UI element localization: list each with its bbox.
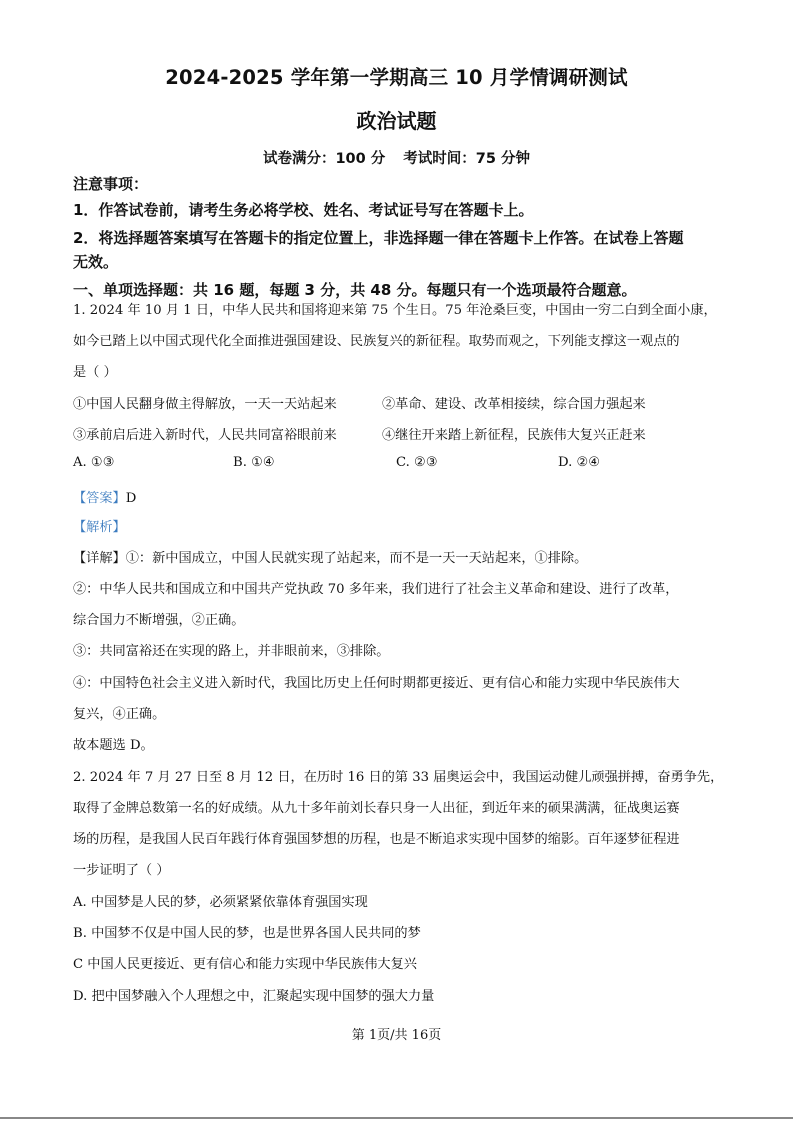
notice-heading: 注意事项： [73,175,149,193]
notice-item-1: 1．作答试卷前，请考生务必将学校、姓名、考试证号写在答题卡上。 [73,201,534,219]
subject-title: 政治试题 [356,109,437,133]
analysis-tag: 【解析】 [73,520,126,535]
q1-option-d: D. ②④ [558,455,601,470]
q2-option-a: A. 中国梦是人民的梦，必须紧紧依靠体育强国实现 [73,895,368,910]
q2-stem-line2: 取得了金牌总数第一名的好成绩。从九十多年前刘长春只身一人出征，到近年来的硕果满满，征战奥运赛 [73,801,680,816]
q1-statement-2: ②革命、建设、改革相接续，综合国力强起来 [382,397,646,412]
q2-option-b: B. 中国梦不仅是中国人民的梦，也是世界各国人民共同的梦 [73,926,421,941]
q1-option-c: C. ②③ [396,455,438,470]
q1-option-b: B. ①④ [233,455,275,470]
page-number: 第 1页/共 16页 [351,1028,442,1043]
q1-detail-4-line2: 复兴，④正确。 [73,707,166,722]
q2-stem-line1: 2. 2024 年 7 月 27 日至 8 月 12 日，在历时 16 日的第 33 届奥运会中，我国运动健儿顽强拼搏，奋勇争先， [73,770,724,785]
answer-value: D [125,491,137,506]
full-score: 试卷满分：100 分 [262,151,386,167]
q1-statement-4: ④继往开来踏上新征程，民族伟大复兴正赶来 [382,428,646,443]
q1-detail-1 [73,547,587,566]
q1-stem-line1: 1. 2024 年 10 月 1 日，中华人民共和国将迎来第 75 个生日。75 年沧桑巨变，中国由一穷二白到全面小康， [73,303,717,318]
q2-stem-line3: 场的历程，是我国人民百年践行体育强国梦想的历程，也是不断追求实现中国梦的缩影。百年逐梦征程进 [73,832,680,847]
section-heading: 一、单项选择题：共 16 题，每题 3 分，共 48 分。每题只有一个选项最符合题意。 [73,281,637,299]
q1-detail-3: ③：共同富裕还在实现的路上，并非眼前来，③排除。 [73,644,390,659]
q1-analysis [73,516,126,535]
q1-detail-2-line2: 综合国力不断增强，②正确。 [73,613,245,628]
notice-item-2-line1: 2．将选择题答案填写在答题卡的指定位置上，非选择题一律在答题卡上作答。在试卷上答题 [73,229,684,247]
q1-statement-3: ③承前启后进入新时代，人民共同富裕眼前来 [73,428,337,443]
notice-item-2-line2: 无效。 [73,253,119,271]
exam-time: 考试时间：75 分钟 [403,151,531,167]
q1-statement-1: ①中国人民翻身做主得解放，一天一天站起来 [73,397,337,412]
detail-tag: 【详解】 [73,551,126,566]
detail-1-text: ①：新中国成立，中国人民就实现了站起来，而不是一天一天站起来，①排除。 [125,551,588,566]
q1-stem-line3: 是（ ） [73,365,117,380]
q2-option-c: C 中国人民更接近、更有信心和能力实现中华民族伟大复兴 [73,957,417,972]
exam-info [0,147,793,168]
q1-detail-4-line1: ④：中国特色社会主义进入新时代，我国比历史上任何时期都更接近、更有信心和能力实现中华民族伟大 [73,676,680,691]
q1-detail-2-line1: ②：中华人民共和国成立和中国共产党执政 70 多年来，我们进行了社会主义革命和建设、进行了改革， [73,582,679,597]
answer-tag: 【答案】 [73,491,126,506]
bottom-divider [0,1117,793,1119]
exam-title: 2024-2025 学年第一学期高三 10 月学情调研测试 [165,66,628,89]
q1-stem-line2: 如今已踏上以中国式现代化全面推进强国建设、民族复兴的新征程。取势而观之，下列能支撑这一观点的 [73,334,680,349]
q2-option-d: D. 把中国梦融入个人理想之中，汇聚起实现中国梦的强大力量 [73,989,435,1004]
notice-block [73,172,733,302]
q1-conclusion: 故本题选 D。 [73,738,154,753]
q2-stem-line4: 一步证明了（ ） [73,863,170,878]
q1-option-a: A. ①③ [73,455,115,470]
q1-answer [73,487,136,506]
